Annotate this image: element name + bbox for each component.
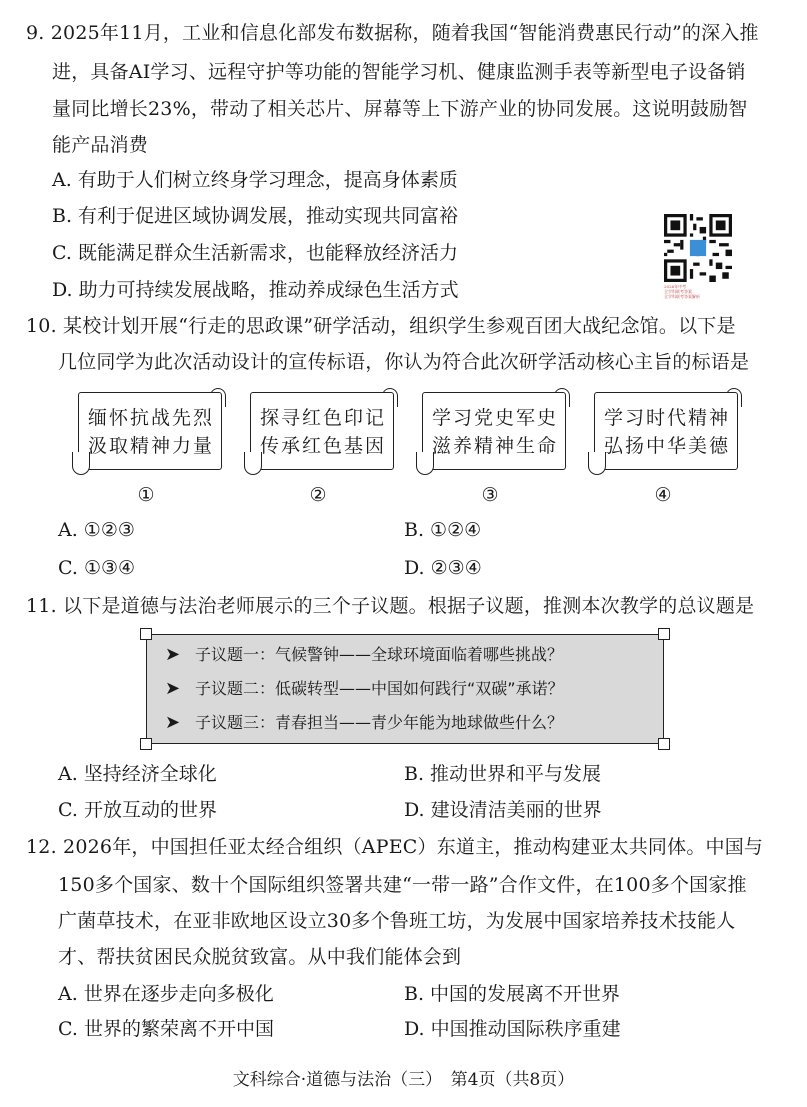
qr-caption	[664, 284, 764, 299]
slogan-number-4: ④	[654, 484, 672, 506]
q10-option-c: C. ①③④	[58, 557, 136, 579]
slogan-scroll-2	[244, 392, 392, 478]
sub-topic-1	[165, 644, 564, 666]
q12-line-2: 150多个国家、数十个国际组织签署共建“一带一路”合作文件，在100多个国家推	[58, 874, 747, 896]
q12-option-b: B. 中国的发展离不开世界	[404, 983, 621, 1005]
qr-caption-line-3: 全学科联考答案解析	[664, 294, 700, 299]
q10-line-2: 几位同学为此次活动设计的宣传标语，你认为符合此次研学活动核心主旨的标语是	[58, 351, 750, 373]
slogan-4-line-2: 弘扬中华美德	[604, 435, 731, 457]
slogan-3-text	[432, 404, 559, 460]
slogan-number-1: ①	[137, 484, 155, 506]
q9-option-b: B. 有利于促进区域协调发展，推动实现共同富裕	[52, 205, 459, 227]
slogan-2-text	[260, 404, 387, 460]
q9-line-3: 量同比增长23%，带动了相关芯片、屏幕等上下游产业的协同发展。这说明鼓励智	[52, 98, 748, 120]
q12-option-d: D. 中国推动国际秩序重建	[404, 1018, 621, 1040]
slogan-4-text	[604, 404, 731, 460]
sub-topic-3	[165, 712, 564, 734]
sub-topic-1-text: 子议题一：气候警钟——全球环境面临着哪些挑战？	[195, 645, 564, 664]
sub-topic-3-text: 子议题三：青春担当——青少年能为地球做些什么？	[195, 713, 564, 732]
q11-line-1: 11. 以下是道德与法治老师展示的三个子议题。根据子议题，推测本次教学的总议题是	[26, 595, 755, 617]
slogan-number-3: ③	[481, 484, 499, 506]
arrow-icon: ➤	[165, 678, 181, 699]
q12-line-3: 广菌草技术，在亚非欧地区设立30多个鲁班工坊，为发展中国家培养技术技能人	[58, 910, 736, 932]
slogan-number-2: ②	[309, 484, 327, 506]
q9-option-a: A. 有助于人们树立终身学习理念，提高身体素质	[52, 169, 458, 191]
q12-option-c: C. 世界的繁荣离不开中国	[58, 1018, 274, 1040]
q12-line-1: 12. 2026年，中国担任亚太经合组织（APEC）东道主，推动构建亚太共同体。中国与	[26, 836, 764, 858]
q10-option-a: A. ①②③	[58, 519, 135, 541]
qr-code-image	[664, 214, 732, 282]
slogan-3-line-1: 学习党史军史	[432, 407, 559, 429]
slogan-scroll-4	[588, 392, 736, 478]
slogan-1-text	[88, 404, 215, 460]
slogan-3-line-2: 滋养精神生命	[432, 435, 559, 457]
slogan-1-line-2: 汲取精神力量	[88, 435, 215, 457]
q10-option-d: D. ②③④	[404, 557, 482, 579]
arrow-icon: ➤	[165, 644, 181, 665]
slogan-scroll-1	[72, 392, 220, 478]
q9-line-2: 进，具备AI学习、远程守护等功能的智能学习机、健康监测手表等新型电子设备销	[52, 61, 746, 83]
q12-line-4: 才、帮扶贫困民众脱贫致富。从中我们能体会到	[58, 946, 462, 968]
q11-option-d: D. 建设清洁美丽的世界	[404, 799, 602, 821]
slogan-2-line-1: 探寻红色印记	[260, 407, 387, 429]
q11-option-b: B. 推动世界和平与发展	[404, 763, 602, 785]
qr-caption-line-2: 全学科联考答案	[664, 289, 692, 294]
sub-topic-2	[165, 678, 564, 700]
page-footer: 文科综合·道德与法治（三） 第4页（共8页）	[232, 1070, 575, 1090]
q9-option-d: D. 助力可持续发展战略，推动养成绿色生活方式	[52, 279, 459, 301]
arrow-icon: ➤	[165, 712, 181, 733]
q11-option-c: C. 开放互动的世界	[58, 799, 217, 821]
slogan-4-line-1: 学习时代精神	[604, 407, 731, 429]
slogan-2-line-2: 传承红色基因	[260, 435, 387, 457]
sub-topic-2-text: 子议题二：低碳转型——中国如何践行“双碳”承诺？	[195, 679, 564, 698]
qr-caption-line-1: 2026年中考	[664, 284, 687, 289]
q10-option-b: B. ①②④	[404, 519, 482, 541]
q12-option-a: A. 世界在逐步走向多极化	[58, 983, 274, 1005]
q9-option-c: C. 既能满足群众生活新需求，也能释放经济活力	[52, 242, 458, 264]
q10-line-1: 10. 某校计划开展“行走的思政课”研学活动，组织学生参观百团大战纪念馆。以下是	[26, 315, 736, 337]
q11-option-a: A. 坚持经济全球化	[58, 763, 217, 785]
sub-topic-box	[146, 634, 664, 744]
q9-line-1: 9. 2025年11月，工业和信息化部发布数据称，随着我国“智能消费惠民行动”的深入推	[26, 22, 759, 44]
slogan-scroll-3	[416, 392, 564, 478]
q9-line-4: 能产品消费	[52, 134, 149, 156]
slogan-1-line-1: 缅怀抗战先烈	[88, 407, 215, 429]
